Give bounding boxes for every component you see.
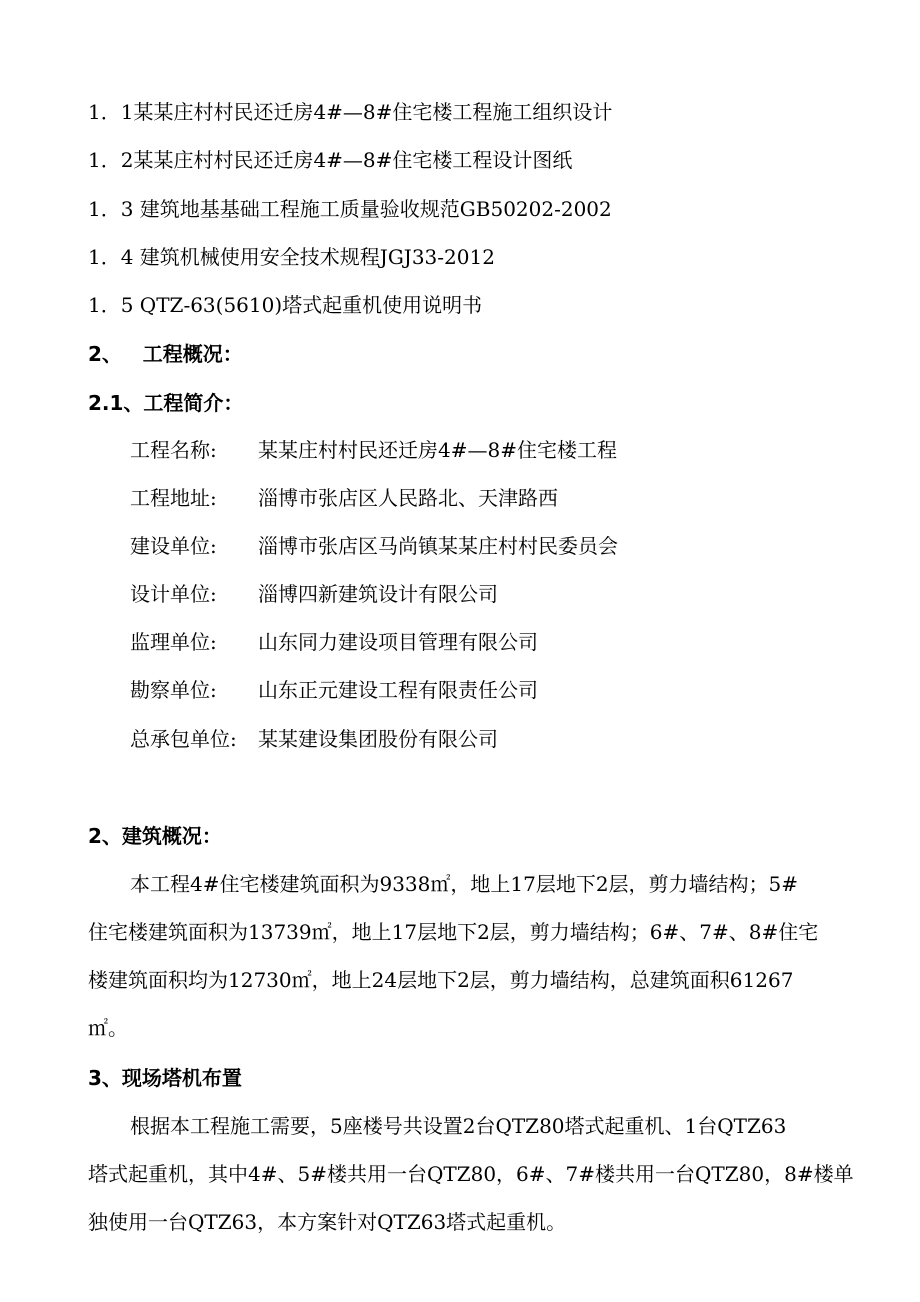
crane-text-line: 塔式起重机，其中4#、5#楼共用一台QTZ80，6#、7#楼共用一台QTZ80，8#楼单 [88,1162,854,1186]
reference-item: 1．1某某庄村村民还迁房4#—8#住宅楼工程施工组织设计 [88,100,613,124]
info-label: 勘察单位: [130,678,217,702]
info-row [130,436,617,464]
info-value: 淄博市张店区马尚镇某某庄村村民委员会 [258,534,618,558]
reference-item: 1．5 QTZ-63(5610)塔式起重机使用说明书 [88,293,483,317]
info-value: 淄博四新建筑设计有限公司 [258,582,498,606]
reference-item: 1．2某某庄村村民还迁房4#—8#住宅楼工程设计图纸 [88,148,573,172]
info-value: 山东同力建设项目管理有限公司 [258,630,538,654]
building-text-line: 本工程4#住宅楼建筑面积为9338㎡，地上17层地下2层，剪力墙结构；5# [130,872,799,896]
info-label: 总承包单位: [130,727,237,751]
info-row [130,725,498,753]
info-label: 工程名称: [130,438,217,462]
reference-item: 1．4 建筑机械使用安全技术规程JGJ33-2012 [88,245,495,269]
info-row [130,676,538,704]
info-row [130,580,498,608]
crane-heading: 3、现场塔机布置 [88,1066,242,1090]
info-label: 建设单位: [130,534,217,558]
building-text-line: ㎡。 [88,1016,128,1040]
info-value: 某某庄村村民还迁房4#—8#住宅楼工程 [258,438,617,462]
reference-item: 1．3 建筑地基基础工程施工质量验收规范GB50202-2002 [88,197,612,221]
info-value: 某某建设集团股份有限公司 [258,727,498,751]
info-value: 山东正元建设工程有限责任公司 [258,678,538,702]
building-text-line: 楼建筑面积均为12730㎡，地上24层地下2层，剪力墙结构，总建筑面积61267 [88,968,794,992]
info-label: 工程地址: [130,486,217,510]
crane-text-line: 根据本工程施工需要，5座楼号共设置2台QTZ80塔式起重机、1台QTZ63 [130,1114,787,1138]
info-value: 淄博市张店区人民路北、天津路西 [258,486,558,510]
info-row [130,532,618,560]
info-row [130,628,538,656]
info-row [130,484,558,512]
info-label: 设计单位: [130,582,217,606]
crane-text-line: 独使用一台QTZ63，本方案针对QTZ63塔式起重机。 [88,1210,567,1234]
building-heading: 2、建筑概况： [88,824,222,848]
info-label: 监理单位: [130,630,217,654]
building-text-line: 住宅楼建筑面积为13739㎡，地上17层地下2层，剪力墙结构；6#、7#、8#住宅 [88,920,819,944]
subsection-heading: 2.1、工程简介： [88,391,244,415]
section-heading: 2、 工程概况： [88,342,243,366]
